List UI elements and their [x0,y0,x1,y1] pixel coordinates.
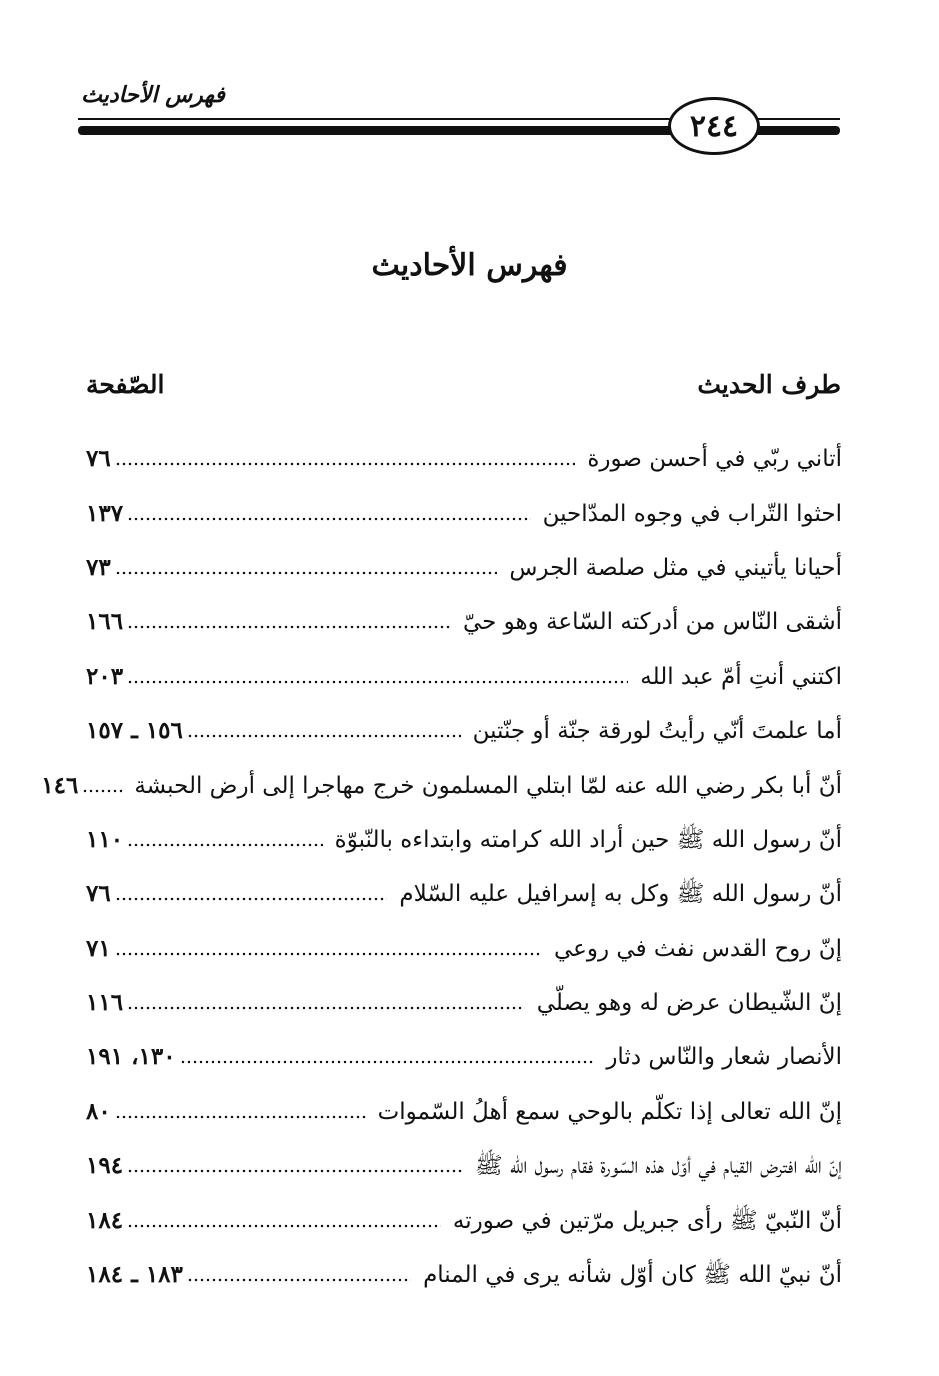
page-reference: ١٣٠، ١٩١ [86,1043,176,1071]
page-reference: ١٣٧ [86,499,124,527]
hadith-opening-text: أنّ النّبيّ ﷺ رأى جبريل مرّتين في صورته [452,1207,842,1234]
dot-leader [127,1169,463,1173]
column-header-page: الصّفحة [86,370,165,399]
hadith-opening-text: أنّ رسول الله ﷺ حين أراد الله كرامته وابتداءه بالنّبوّة [334,826,842,853]
page-reference: ١٨٣ ـ ١٨٤ [86,1261,183,1289]
hadith-index-list [41,432,842,1302]
page-number-badge: ٢٤٤ [668,97,760,155]
index-entry [86,1193,842,1247]
dot-leader [115,571,498,575]
page-reference: ٧٦ [86,445,111,473]
index-entry [86,704,842,758]
page-reference: ١١٠ [86,825,124,853]
dot-leader [180,1060,595,1064]
hadith-opening-text: أما علمتَ أنّي رأيتُ لورقة جنّة أو جنّتين [472,718,842,745]
hadith-opening-text: الأنصار شعار والنّاس دثار [606,1044,842,1071]
page-title: فهرس الأحاديث [371,248,568,283]
page-reference: ٧٣ [86,553,111,581]
hadith-opening-text: أشقى النّاس من أدركته السّاعة وهو حيّ [462,609,842,636]
column-header-hadith: طرف الحديث [697,370,841,399]
index-entry [86,432,842,486]
dot-leader [127,1006,525,1010]
index-entry [86,595,842,649]
index-entry [86,1248,842,1302]
page-reference: ١٥٦ ـ ١٥٧ [86,717,183,745]
dot-leader [187,1278,411,1282]
hadith-opening-text: إنّ الشّيطان عرض له وهو يصلّي [536,990,842,1017]
hadith-opening-text: إنّ الله تعالى إذا تكلّم بالوحي سمع أهلُ السّموات [377,1098,842,1125]
hadith-opening-text: أحيانا يأتيني في مثل صلصة الجرس [509,554,842,581]
index-entry [41,758,842,812]
dot-leader [187,734,461,738]
index-entry [86,1085,842,1139]
index-entry [86,486,842,540]
dot-leader [127,517,531,521]
hadith-opening-text: إنّ روح القدس نفث في روعي [554,935,842,962]
page-reference: ١١٦ [86,989,124,1017]
page-reference: ٧١ [86,934,111,962]
dot-leader [127,1224,441,1228]
page-reference: ١٤٦ [41,771,79,799]
hadith-opening-text: اكتني أنتِ أمّ عبد الله [640,663,842,690]
hadith-opening-text: إنّ الله افترض القيام في أوّل هذه السّورة فقام رسول الله ﷺ [474,1153,842,1180]
index-entry [86,1030,842,1084]
dot-leader [127,680,628,684]
page-reference: ١٦٦ [86,608,124,636]
hadith-opening-text: احثوا التّراب في وجوه المدّاحين [542,500,842,527]
dot-leader [115,462,576,466]
index-entry [86,541,842,595]
index-entry [86,813,842,867]
index-entry [86,650,842,704]
dot-leader [127,843,323,847]
hadith-opening-text: أنّ أبا بكر رضي الله عنه لمّا ابتلي المسلمون خرج مهاجرا إلى أرض الحبشة [134,772,842,799]
hadith-opening-text: أنّ رسول الله ﷺ وكل به إسرافيل عليه السّلام [399,881,842,908]
dot-leader [115,897,388,901]
page-reference: ٧٦ [86,880,111,908]
index-entry [86,1139,842,1193]
running-title: فهرس الأحاديث [81,82,225,108]
page-reference: ٢٠٣ [86,662,124,690]
index-entry [86,867,842,921]
dot-leader [115,952,542,956]
page-reference: ١٨٤ [86,1206,124,1234]
dot-leader [82,789,122,793]
hadith-opening-text: أتاني ربّي في أحسن صورة [587,446,842,473]
page-reference: ٨٠ [86,1097,111,1125]
index-entry [86,976,842,1030]
hadith-opening-text: أنّ نبيّ الله ﷺ كان أوّل شأنه يرى في المنام [423,1262,842,1289]
page-header [78,82,840,162]
dot-leader [115,1115,366,1119]
dot-leader [127,625,451,629]
index-entry [86,922,842,976]
page-reference: ١٩٤ [86,1152,124,1180]
